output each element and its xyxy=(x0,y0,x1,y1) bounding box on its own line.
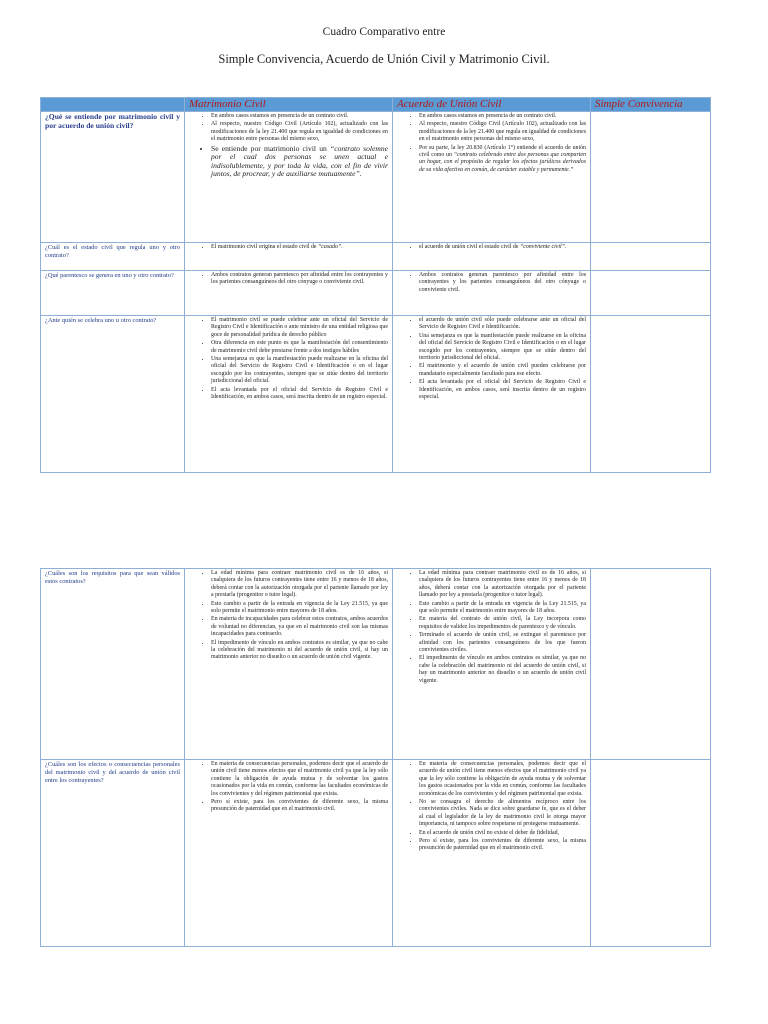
list-item: • El acta levantada por el oficial del Servicio de Registro Civil e Identificación, en ambos casos, será inscrita dentro de un registro especial. xyxy=(211,387,388,402)
matrimonio-cell xyxy=(185,569,393,760)
header-matrimonio-civil: Matrimonio Civil xyxy=(185,98,393,112)
table-row xyxy=(41,316,711,473)
table-row xyxy=(41,760,711,947)
comparison-table-part-1 xyxy=(40,97,711,473)
list-item: • El matrimonio civil se puede celebrar ante un oficial del Servicio de Registro Civil e Identificación o ante ministro de una entidad religiosa que goce de personalidad jurídica de derecho público xyxy=(211,317,388,339)
list-item: • Pero sí existe, para los convivientes de diferente sexo, la misma presunción de paternidad que en el matrimonio civil. xyxy=(419,838,586,853)
table-header-row xyxy=(41,98,711,112)
list-item: • El matrimonio y el acuerdo de unión civil pueden celebrarse por mandatario especialmente facultado para ese efecto. xyxy=(419,363,586,378)
list-item: • En el acuerdo de unión civil no existe el deber de fidelidad, xyxy=(419,830,586,837)
table-row xyxy=(41,569,711,760)
list-item: • Al respecto, nuestro Código Civil (Artículo 102), actualizado con las modificaciones de la ley 21.400 que regula en igualdad de condiciones en el matrimonio entre personas del mismo sexo, xyxy=(419,121,586,143)
list-item: • el acuerdo de unión civil el estado civil de “conviviente civil”. xyxy=(419,244,586,251)
auc-cell xyxy=(393,112,591,243)
question-cell: ¿Cuáles son los requisitos para que sean válidos estos contratos? xyxy=(41,569,185,760)
list-item: • El impedimento de vínculo en ambos contratos es similar, ya que no cabe la celebración del matrimonio ni del acuerdo de unión civil, si hay un matrimonio anterior no disuelto o un acuerdo de unión civil vigente. xyxy=(419,655,586,685)
question-cell: ¿Qué se entiende por matrimonio civil y por acuerdo de unión civil? xyxy=(41,112,185,243)
table-row xyxy=(41,112,711,243)
list-item: • Esto cambio a partir de la entrada en vigencia de la Ley 21.515, ya que solo permite el matrimonio entre mayores de 18 años. xyxy=(419,601,586,616)
list-item: • El impedimento de vínculo en ambos contratos es similar, ya que no cabe la celebración del matrimonio ni del acuerdo de unión civil, si hay un matrimonio anterior no disuelto o un acuerdo de unión civil vigente. xyxy=(211,640,388,662)
list-item: • El matrimonio civil origina el estado civil de “casado”. xyxy=(211,244,388,251)
list-item: • No se consagra el derecho de alimentos recíproco entre los convivientes civiles. Nada se dice sobre guardarse fe, que es el deber al cual el legislador de la ley de matrimonio civil le otorga mayor importancia, ni tampoco sobre respetarse ni protegerse mutuamente. xyxy=(419,799,586,829)
matrimonio-cell xyxy=(185,243,393,271)
matrimonio-cell xyxy=(185,316,393,473)
matrimonio-cell xyxy=(185,760,393,947)
list-item: • Al respecto, nuestro Código Civil (Artículo 102), actualizado con las modificaciones de la ley 21.400 que regula en igualdad de condiciones en el matrimonio entre personas del mismo sexo, xyxy=(211,121,388,143)
question-cell: ¿Cuál es el estado civil que regula uno y otro contrato? xyxy=(41,243,185,271)
comparison-table-part-2 xyxy=(40,568,711,947)
auc-cell xyxy=(393,569,591,760)
auc-cell xyxy=(393,760,591,947)
list-item: • Otra diferencia en este punto es que la manifestación del consentimiento de matrimonio civil debe prestarse frente a dos testigos hábiles xyxy=(211,340,388,355)
list-item: • Esto cambio a partir de la entrada en vigencia de la Ley 21.515, ya que solo permite el matrimonio entre mayores de 18 años. xyxy=(211,601,388,616)
list-item: • Ambos contratos generan parentesco por afinidad entre los contrayentes y los parientes consanguíneos del otro cónyuge o conviviente civil. xyxy=(419,272,586,294)
simple-convivencia-cell xyxy=(591,316,711,473)
list-item: • Se entiende por matrimonio civil un “contrato solemne por el cual dos personas se unen actual e indisolublemente, y por toda la vida, con el fin de vivir juntos, de procrear, y de auxiliarse mutuamente”. xyxy=(211,145,388,179)
list-item: • Una semejanza es que la manifestación puede realizarse en la oficina del oficial del Servicio de Registro Civil e Identificación o en el lugar escogido por los contrayentes, siempre que se sitúe dentro del territorio jurisdiccional del oficial. xyxy=(419,333,586,363)
list-item: • El acta levantada por el oficial del Servicio de Registro Civil e Identificación, en ambos casos, será inscrita dentro de un registro especial. xyxy=(419,379,586,401)
header-acuerdo-union-civil: Acuerdo de Unión Civil xyxy=(393,98,591,112)
simple-convivencia-cell xyxy=(591,271,711,316)
question-cell: ¿Cuáles son los efectos o consecuencias personales del matrimonio civil y del acuerdo de unión civil entre los contrayentes? xyxy=(41,760,185,947)
table-row xyxy=(41,243,711,271)
list-item: • el acuerdo de unión civil sólo puede celebrarse ante un oficial del Servicio de Registro Civil e Identificación. xyxy=(419,317,586,332)
matrimonio-cell xyxy=(185,112,393,243)
list-item: • La edad mínima para contraer matrimonio civil es de 16 años, si cualquiera de los futuros contrayentes tiene entre 16 y menos de 18 años, deberá contar con la autorización otorgada por el pariente llamado por ley a prestarla (progenitor o tutor legal). xyxy=(211,570,388,600)
list-item: • Terminado el acuerdo de unión civil, se extingue el parentesco por afinidad con los parientes consanguíneos de los que fueron convivientes civiles. xyxy=(419,632,586,654)
simple-convivencia-cell xyxy=(591,243,711,271)
list-item: • En materia de consecuencias personales, podemos decir que el acuerdo de unión civil tiene menos efectos que el matrimonio civil ya que la ley sólo contiene la obligación de ayuda mutua y de solventar los gastos ocasionados por la vida en común, conforme las facultades económicas de los convivientes y del régimen patrimonial que exista. xyxy=(419,761,586,798)
auc-cell xyxy=(393,271,591,316)
list-item: • Pero sí existe, para los convivientes de diferente sexo, la misma presunción de paternidad que en el matrimonio civil. xyxy=(211,799,388,814)
simple-convivencia-cell xyxy=(591,112,711,243)
question-cell: ¿Qué parentesco se genera en uno y otro contrato? xyxy=(41,271,185,316)
document-subtitle: Simple Convivencia, Acuerdo de Unión Civil y Matrimonio Civil. xyxy=(218,52,550,66)
simple-convivencia-cell xyxy=(591,760,711,947)
list-item: • En materia de incapacidades para celebrar estos contratos, ambos acuerdos de voluntad no diferencian, ya que en el matrimonio civil son las mismas incapacidades para contraerlo. xyxy=(211,616,388,638)
header-simple-convivencia: Simple Convivencia xyxy=(591,98,711,112)
document-title: Cuadro Comparativo entre xyxy=(322,26,446,38)
auc-cell xyxy=(393,316,591,473)
list-item: • Por su parte, la ley 20.830 (Artículo 1°) entiende el acuerdo de unión civil como un “contrato celebrado entre dos personas que comparten un hogar, con el propósito de regular los efectos jurídicos derivados de su vida afectiva en común, de carácter estable y permanente.” xyxy=(419,145,586,175)
list-item: • Ambos contratos generan parentesco por afinidad entre los contrayentes y los parientes consanguíneos del otro cónyuge o conviviente civil. xyxy=(211,272,388,287)
list-item: • La edad mínima para contraer matrimonio civil es de 16 años, si cualquiera de los futuros contrayentes tiene entre 16 y menos de 18 años, deberá contar con la autorización otorgada por el pariente llamado por ley a prestarla (progenitor o tutor legal). xyxy=(419,570,586,600)
list-item: • En materia del contrato de unión civil, la Ley incorpora como requisitos de validez los impedimentos de parentesco y de vínculo. xyxy=(419,616,586,631)
list-item: • En materia de consecuencias personales, podemos decir que el acuerdo de unión civil tiene menos efectos que el matrimonio civil ya que la ley sólo contiene la obligación de ayuda mutua y de solventar los gastos ocasionados por la vida en común, conforme las facultades económicas de los convivientes y del régimen patrimonial que exista. xyxy=(211,761,388,798)
matrimonio-cell xyxy=(185,271,393,316)
list-item: • Una semejanza es que la manifestación puede realizarse en la oficina del oficial del Servicio de Registro Civil e Identificación o en el lugar escogido por los contrayentes, siempre que se sitúe dentro del territorio jurisdiccional del oficial. xyxy=(211,356,388,386)
table-row xyxy=(41,271,711,316)
auc-cell xyxy=(393,243,591,271)
list-item: • En ambos casos estamos en presencia de un contrato civil. xyxy=(211,113,388,120)
question-cell: ¿Ante quién se celebra uno u otro contrato? xyxy=(41,316,185,473)
list-item: • En ambos casos estamos en presencia de un contrato civil. xyxy=(419,113,586,120)
header-blank xyxy=(41,98,185,112)
simple-convivencia-cell xyxy=(591,569,711,760)
